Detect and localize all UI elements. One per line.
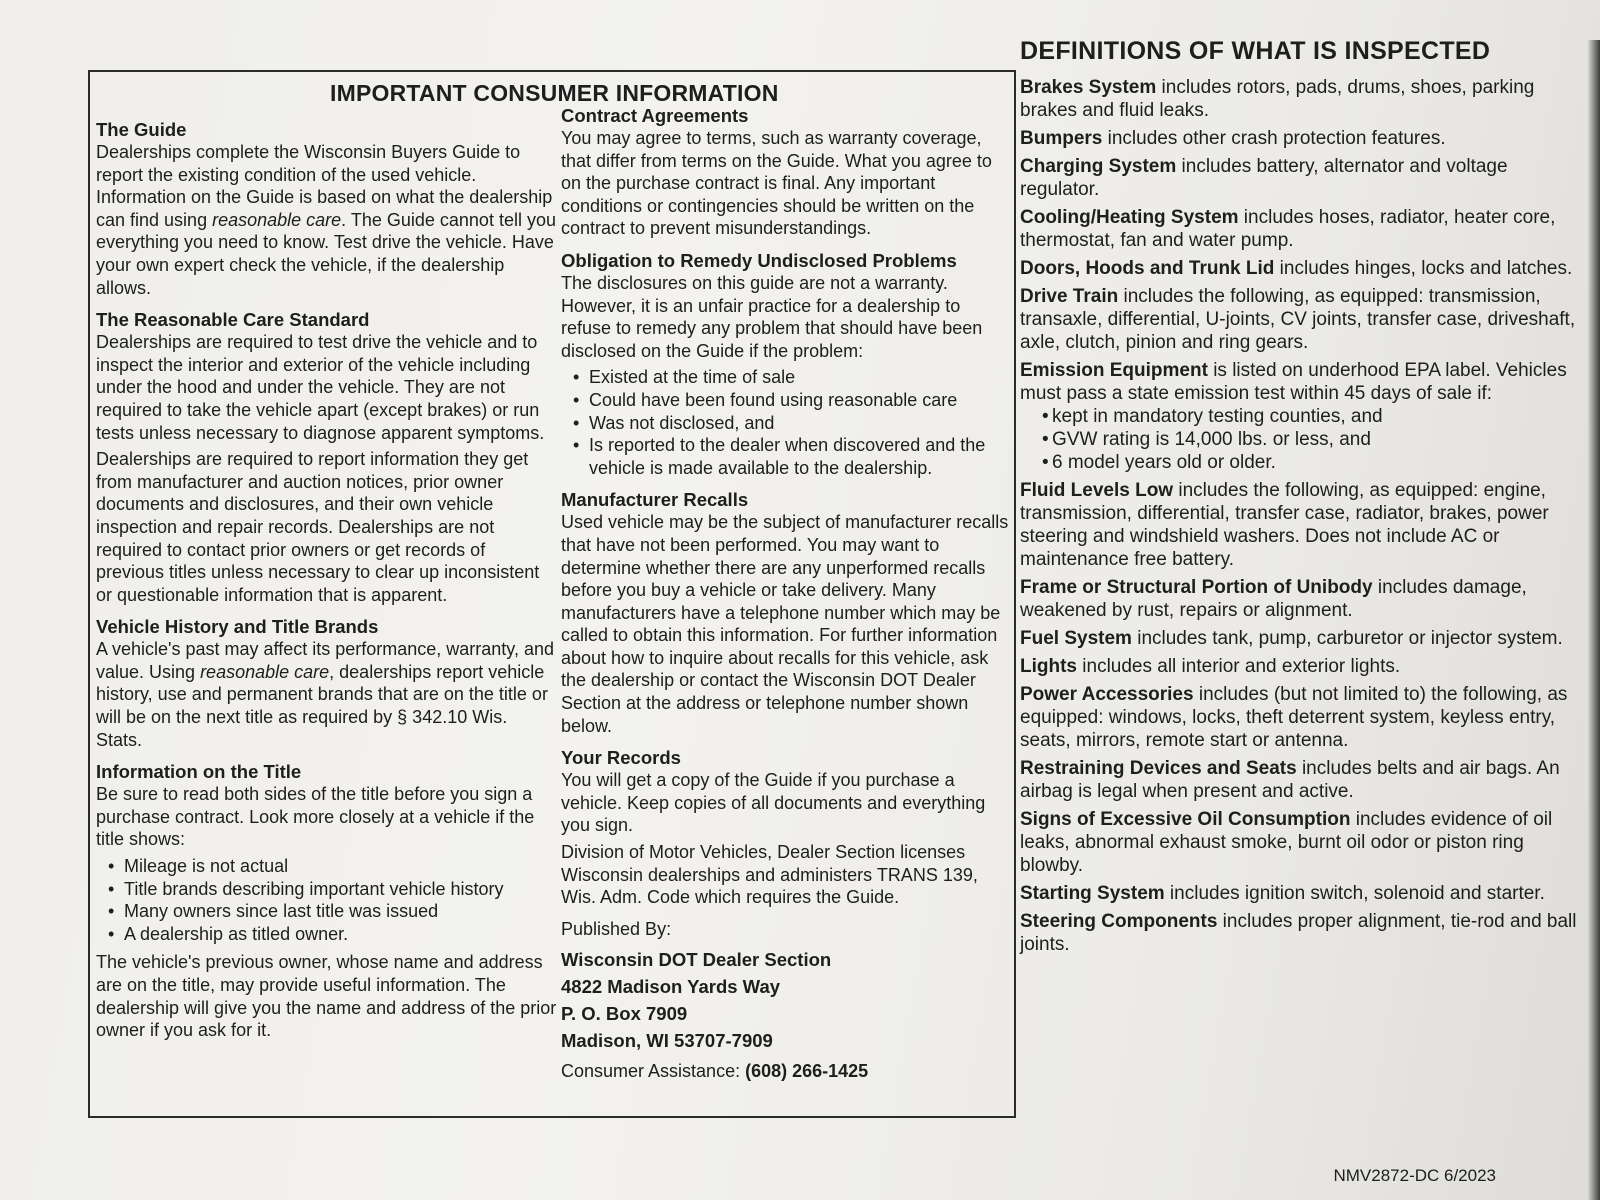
obligation-heading: Obligation to Remedy Undisclosed Problems <box>561 249 957 271</box>
guide-body-part-1: Dealerships complete the Wisconsin Buyers Guide to report the existing condition of the used vehicle. Information on the Guide is based on what the dealership can find using <box>96 142 553 230</box>
list-item: • Could have been found using reasonable care <box>573 389 1013 412</box>
assist-label: Consumer Assistance: <box>561 1061 746 1082</box>
guide-section <box>96 118 558 299</box>
recalls-heading: Manufacturer Recalls <box>561 489 749 511</box>
definition-term: Brakes System <box>1020 77 1157 98</box>
list-item: • Is reported to the dealer when discovered and the vehicle is made available to the dealership. <box>573 434 1013 479</box>
definition-desc: includes hoses, radiator, heater core, thermostat, fan and water pump. <box>1020 207 1556 251</box>
records-para-2: Division of Motor Vehicles, Dealer Section licenses Wisconsin dealerships and administers TRANS 139, Wis. Adm. Code which requires the Guide. <box>561 842 978 908</box>
title-info-heading: Information on the Title <box>96 761 302 783</box>
publisher-block <box>561 918 1013 1083</box>
definitions-column <box>1020 36 1580 961</box>
definition-desc: includes proper alignment, tie-rod and ball joints. <box>1020 911 1577 955</box>
definition-desc: includes other crash protection features. <box>1102 128 1446 149</box>
guide-body-part-2: . The Guide cannot tell you everything you need to know. Test drive the vehicle. Have your own expert check the vehicle, if the dealership allows. <box>96 209 556 298</box>
definition-desc: includes all interior and exterior lights. <box>1077 656 1401 677</box>
history-section <box>96 615 558 751</box>
definition-term: Cooling/Heating System <box>1020 207 1239 228</box>
definition-item <box>1020 127 1580 150</box>
consumer-info-left-column <box>96 118 558 1051</box>
definition-term: Drive Train <box>1020 286 1119 307</box>
list-item: • Mileage is not actual <box>108 855 558 878</box>
reasonable-care-section <box>96 308 558 606</box>
definition-item <box>1020 206 1580 252</box>
guide-body-italic: reasonable care <box>212 209 342 230</box>
definition-item <box>1020 882 1580 905</box>
contract-heading: Contract Agreements <box>561 105 749 126</box>
consumer-info-title: IMPORTANT CONSUMER INFORMATION <box>330 80 779 106</box>
assist-phone: (608) 266-1425 <box>745 1061 869 1082</box>
definition-item <box>1020 359 1580 474</box>
consumer-info-middle-column <box>561 104 1013 1083</box>
definition-desc: includes ignition switch, solenoid and starter. <box>1164 883 1545 904</box>
list-item: • Title brands describing important vehicle history <box>108 878 558 901</box>
published-by-label: Published By: <box>561 918 672 939</box>
publisher-city: Madison, WI 53707-7909 <box>561 1030 773 1052</box>
definition-item <box>1020 757 1580 803</box>
publisher-name: Wisconsin DOT Dealer Section <box>561 949 832 971</box>
definition-term: Frame or Structural Portion of Unibody <box>1020 577 1373 598</box>
obligation-bullets <box>573 366 1013 479</box>
definition-desc: is listed on underhood EPA label. Vehicles must pass a state emission test within 45 days of sale if: <box>1020 360 1567 404</box>
definition-term: Restraining Devices and Seats <box>1020 758 1297 779</box>
list-item: • 6 model years old or older. <box>1042 451 1580 474</box>
title-info-intro: Be sure to read both sides of the title before you sign a purchase contract. Look more closely at a vehicle if the title shows: <box>96 784 535 850</box>
definitions-title: DEFINITIONS OF WHAT IS INSPECTED <box>1020 37 1491 65</box>
obligation-section <box>561 249 1013 479</box>
publisher-po-box: P. O. Box 7909 <box>561 1003 688 1025</box>
definition-term: Power Accessories <box>1020 684 1194 705</box>
definition-item <box>1020 285 1580 354</box>
definition-item <box>1020 808 1580 877</box>
definition-desc: includes tank, pump, carburetor or injector system. <box>1131 628 1563 649</box>
definition-desc: includes hinges, locks and latches. <box>1274 258 1573 279</box>
contract-section <box>561 104 1013 240</box>
definition-item <box>1020 76 1580 122</box>
history-body-italic: reasonable care <box>200 661 330 682</box>
definition-item <box>1020 655 1580 678</box>
history-body-part-2: , dealerships report vehicle history, use and permanent brands that are on the title or will be on the next title as required by § 342.10 Wis. Stats. <box>96 661 548 750</box>
list-item: • GVW rating is 14,000 lbs. or less, and <box>1042 428 1580 451</box>
definition-item <box>1020 479 1580 571</box>
definition-term: Fluid Levels Low <box>1020 480 1174 501</box>
definition-item <box>1020 257 1580 280</box>
history-body <box>96 638 558 751</box>
definition-item <box>1020 683 1580 752</box>
definition-term: Emission Equipment <box>1020 360 1208 381</box>
contract-body: You may agree to terms, such as warranty coverage, that differ from terms on the Guide. What you agree to on the purchase contract is final. Any important conditions or contingencies should be written on the contract to prevent misunderstandings. <box>561 128 992 239</box>
form-code: NMV2872-DC 6/2023 <box>1333 1166 1496 1185</box>
definition-term: Steering Components <box>1020 911 1218 932</box>
title-info-section <box>96 760 558 1042</box>
list-item: • kept in mandatory testing counties, and <box>1042 405 1580 428</box>
recalls-body: Used vehicle may be the subject of manufacturer recalls that have not been performed. You may want to determine whether there are any unperformed recalls before you buy a vehicle or take delivery. Many manufacturers have a telephone number which may be called to obtain this information. For further information about how to inquire about recalls for this vehicle, ask the dealership or contact the Wisconsin DOT Dealer Section at the address or telephone number shown below. <box>561 512 1009 736</box>
definition-term: Bumpers <box>1020 128 1103 149</box>
definition-desc: includes battery, alternator and voltage regulator. <box>1020 156 1508 200</box>
records-para-1: You will get a copy of the Guide if you purchase a vehicle. Keep copies of all documents and everything you sign. <box>561 770 986 836</box>
definition-term: Starting System <box>1020 883 1165 904</box>
definition-desc: includes damage, weakened by rust, repairs or alignment. <box>1020 577 1527 621</box>
definition-item <box>1020 627 1580 650</box>
reasonable-care-para-1: Dealerships are required to test drive the vehicle and to inspect the interior and exterior of the vehicle including under the hood and under the vehicle. They are not required to take the vehicle apart (except brakes) or run tests unless necessary to diagnose apparent symptoms. <box>96 332 545 443</box>
list-item: • Was not disclosed, and <box>573 412 1013 435</box>
definition-desc: includes evidence of oil leaks, abnormal exhaust smoke, burnt oil odor or piston ring blowby. <box>1020 809 1553 876</box>
emission-bullets <box>1042 405 1580 474</box>
paper-edge <box>1588 40 1600 1200</box>
definition-item <box>1020 910 1580 956</box>
list-item: • A dealership as titled owner. <box>108 923 558 946</box>
definition-desc: includes the following, as equipped: transmission, transaxle, differential, U-joints, CV joints, transfer case, driveshaft, axle, clutch, pinion and ring gears. <box>1020 286 1576 353</box>
definition-term: Charging System <box>1020 156 1177 177</box>
list-item: • Many owners since last title was issued <box>108 900 558 923</box>
records-heading: Your Records <box>561 747 681 769</box>
reasonable-care-para-2: Dealerships are required to report information they get from manufacturer and auction notices, prior owner documents and disclosures, and their own vehicle inspection and repair records. Dealerships are not required to contact prior owners or get records of previous titles unless necessary to clear up inconsistent or questionable information that is apparent. <box>96 449 540 605</box>
history-body-part-1: A vehicle's past may affect its performance, warranty, and value. Using <box>96 639 554 682</box>
publisher-street: 4822 Madison Yards Way <box>561 976 781 998</box>
obligation-intro: The disclosures on this guide are not a warranty. However, it is an unfair practice for a dealership to refuse to remedy any problem that should have been disclosed on the Guide if the problem: <box>561 272 983 361</box>
definition-item <box>1020 155 1580 201</box>
definition-desc: includes the following, as equipped: engine, transmission, differential, transfer case, radiator, brakes, power steering and windshield washers. Does not include AC or maintenance free battery. <box>1020 480 1549 570</box>
definition-term: Lights <box>1020 656 1077 677</box>
definition-term: Signs of Excessive Oil Consumption <box>1020 809 1351 830</box>
definition-item <box>1020 576 1580 622</box>
records-section <box>561 746 1013 909</box>
reasonable-care-heading: The Reasonable Care Standard <box>96 309 370 331</box>
history-heading: Vehicle History and Title Brands <box>96 616 379 638</box>
definition-term: Doors, Hoods and Trunk Lid <box>1020 258 1275 279</box>
definition-desc: includes rotors, pads, drums, shoes, parking brakes and fluid leaks. <box>1020 77 1535 121</box>
definition-desc: includes (but not limited to) the following, as equipped: windows, locks, theft deterrent system, keyless entry, seats, mirrors, remote start or antenna. <box>1020 684 1568 751</box>
guide-body <box>96 141 558 299</box>
consumer-assistance <box>561 1060 1013 1083</box>
guide-heading: The Guide <box>96 119 187 140</box>
definition-term: Fuel System <box>1020 628 1132 649</box>
title-info-bullets <box>108 855 558 945</box>
list-item: • Existed at the time of sale <box>573 366 1013 389</box>
title-info-outro: The vehicle's previous owner, whose name and address are on the title, may provide useful information. The dealership will give you the name and address of the prior owner if you ask for it. <box>96 952 557 1041</box>
definition-desc: includes belts and air bags. An airbag is legal when present and active. <box>1020 758 1560 802</box>
recalls-section <box>561 488 1013 737</box>
